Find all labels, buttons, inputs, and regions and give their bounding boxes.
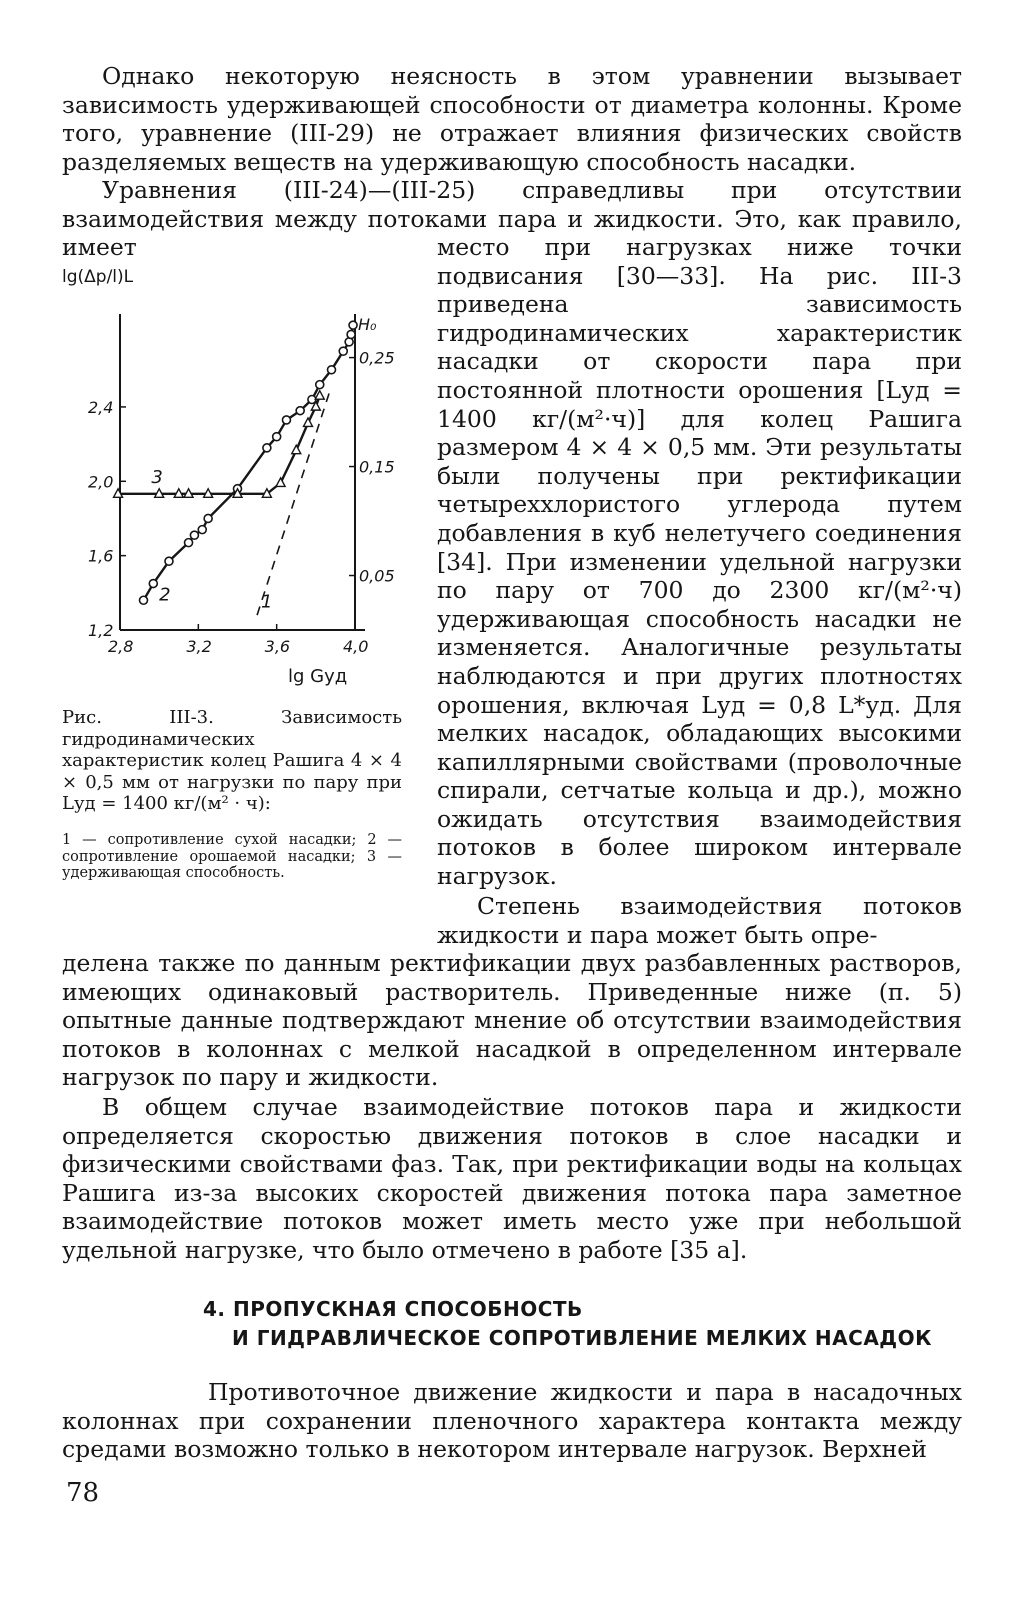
paragraph-3-right-column: Степень взаимодействия потоков жидкости и пара может быть опре- <box>437 892 962 949</box>
series-3-point <box>292 445 301 454</box>
x-tick-label: 3,2 <box>186 637 212 656</box>
series-2-point <box>316 381 324 389</box>
series-2-line <box>144 325 354 600</box>
x-tick-label: 2,8 <box>108 637 134 656</box>
figure-iii-3 <box>62 262 402 702</box>
series-2-point <box>198 526 206 534</box>
paragraph-3-full: делена также по данным ректификации двух разбавленных растворов, имеющих одинаковый растворитель. Приведенные ниже (п. 5) опытные данные подтверждают мнение об отсутствии взаимодействия потоков в колоннах с мелкой насадкой в определенном интервале нагрузок по пару и жидкости. <box>62 949 962 1092</box>
paragraph-4: В общем случае взаимодействие потоков пара и жидкости определяется скоростью движения потоков в слое насадки и физическими свойствами фаз. Так, при ректификации воды на кольцах Рашига из-за высоких скоростей движения потока пара заметное взаимодействие потоков может иметь место уже при небольшой удельной нагрузке, что было отмечено в работе [35 а]. <box>62 1093 962 1264</box>
section-heading-line-2: И ГИДРАВЛИЧЕСКОЕ СОПРОТИВЛЕНИЕ МЕЛКИХ НАСАДОК <box>232 1326 932 1350</box>
series-2-point <box>140 596 148 604</box>
paragraph-2-right-column: место при нагрузках ниже точки подвисания [30—33]. На рис. III-3 приведена зависимость гидродинамических характеристик насадки от скорости пара при постоянной плотности орошения [Lуд = 1400 кг/(м²·ч)] для колец Рашига размером 4 × 4 × 0,5 мм. Эти результаты были получены при ректификации четыреххлористого углерода путем добавления в куб нелетучего соединения [34]. При изменении удельной нагрузки по пару от 700 до 2300 кг/(м²·ч) удерживающая способность насадки не изменяется. Аналогичные результаты наблюдаются и при других плотностях орошения, включая Lуд = 0,8 L*уд. Для мелких насадок, обладающих высокими капиллярными свойствами (проволочные спирали, сетчатые кольца и др.), можно ожидать отсутствия взаимодействия потоков в более широком интервале нагрузок. <box>437 233 962 891</box>
x-tick-label: 4,0 <box>343 637 369 656</box>
series-2-point <box>273 433 281 441</box>
series-3-point <box>304 418 313 427</box>
series-2-point <box>328 366 336 374</box>
y-left-label: lg(Δp/l)L <box>62 267 134 287</box>
chart-marks <box>114 321 357 615</box>
x-axis-label: lg Gуд <box>288 666 348 687</box>
chart-svg <box>62 262 402 702</box>
series-2-point <box>190 531 198 539</box>
paragraph-2-top: Уравнения (III-24)—(III-25) справедливы при отсутствии взаимодействия между потоками пара и жидкости. Это, как правило, имеет <box>62 176 962 262</box>
series-3-point <box>276 478 285 487</box>
y-right-tick-label: 0,25 <box>359 348 395 368</box>
series-2-point <box>282 416 290 424</box>
y-right-tick-label: 0,05 <box>359 566 395 586</box>
series-1-line <box>257 392 329 615</box>
series-1-label: 1 <box>261 591 273 613</box>
y-left-tick-label: 2,4 <box>88 397 114 417</box>
chart-ticks <box>88 349 395 656</box>
paragraph-5: Противоточное движение жидкости и пара в насадочных колоннах при сохранении пленочного характера контакта между средами возможно только в некотором интервале нагрузок. Верхней <box>62 1378 962 1464</box>
series-2-point <box>339 347 347 355</box>
y-right-tick-label: 0,15 <box>359 457 395 477</box>
series-3-line <box>118 396 320 494</box>
x-tick-label: 3,6 <box>264 637 291 656</box>
series-2-point <box>296 407 304 415</box>
page-number: 78 <box>66 1478 100 1508</box>
series-3-label: 3 <box>151 466 163 488</box>
series-2-point <box>185 539 193 547</box>
series-2-point <box>347 330 355 338</box>
y-left-tick-label: 1,2 <box>88 621 114 640</box>
figure-legend: 1 — сопротивление сухой насадки; 2 — сопротивление орошаемой насадки; 3 — удерживающая способность. <box>62 832 402 881</box>
series-2-point <box>204 514 212 522</box>
y-right-label: H₀ <box>358 315 377 334</box>
section-heading-line-1: 4. ПРОПУСКНАЯ СПОСОБНОСТЬ <box>203 1297 583 1321</box>
y-left-tick-label: 2,0 <box>88 472 114 492</box>
figure-caption: Рис. III-3. Зависимость гидродинамических характеристик колец Рашига 4 × 4 × 0,5 мм от нагрузки по пару при Lуд = 1400 кг/(м² · ч): <box>62 707 402 814</box>
series-2-point <box>149 580 157 588</box>
series-2-label: 2 <box>159 584 171 606</box>
y-left-tick-label: 1,6 <box>88 546 114 566</box>
series-2-point <box>263 444 271 452</box>
series-2-point <box>165 557 173 565</box>
paragraph-1: Однако некоторую неясность в этом уравнении вызывает зависимость удерживающей способности от диаметра колонны. Кроме того, уравнение (III-29) не отражает влияния физических свойств разделяемых веществ на удерживающую способность насадки. <box>62 62 962 176</box>
series-2-point <box>349 321 357 329</box>
